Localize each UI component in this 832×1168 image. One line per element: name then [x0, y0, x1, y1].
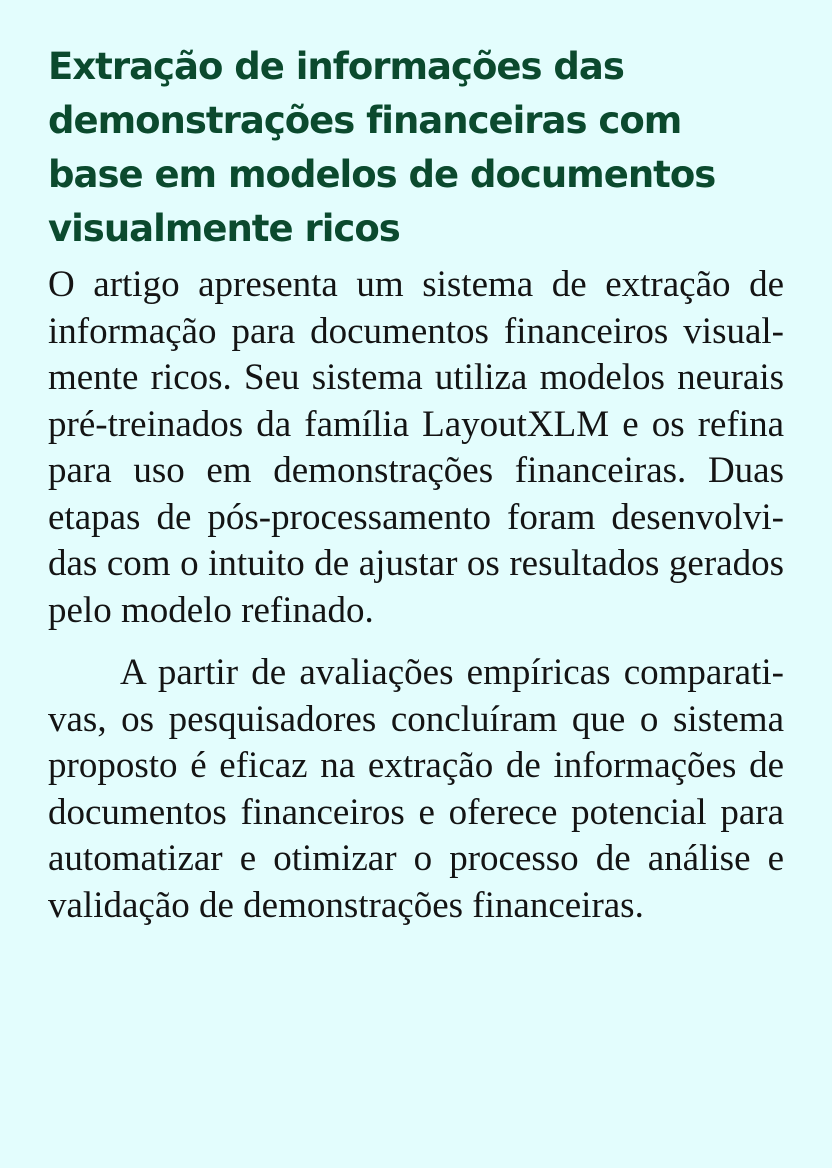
article-paragraph-1: O artigo apresenta um sistema de extração de informação para documentos financeiros visualmente ricos. Seu sistema utiliza modelos neurais pré-treinados da família LayoutXLM e os refina para uso em demonstrações financeiras. Duas etapas de pós-processamento foram desenvolvidas com o intuito de ajustar os resultados gerados pelo modelo refinado. [48, 264, 784, 631]
article-paragraph-2: A partir de avaliações empíricas comparativas, os pesquisadores concluíram que o sistema proposto é eficaz na extração de informações de documentos financeiros e oferece potencial para automatizar e otimizar o processo de análise e validação de demonstrações financeiras. [48, 652, 784, 926]
article [48, 40, 784, 929]
article-title: Extração de informações das demonstrações financeiras com base em modelos de documentos visualmente ricos [48, 45, 716, 250]
